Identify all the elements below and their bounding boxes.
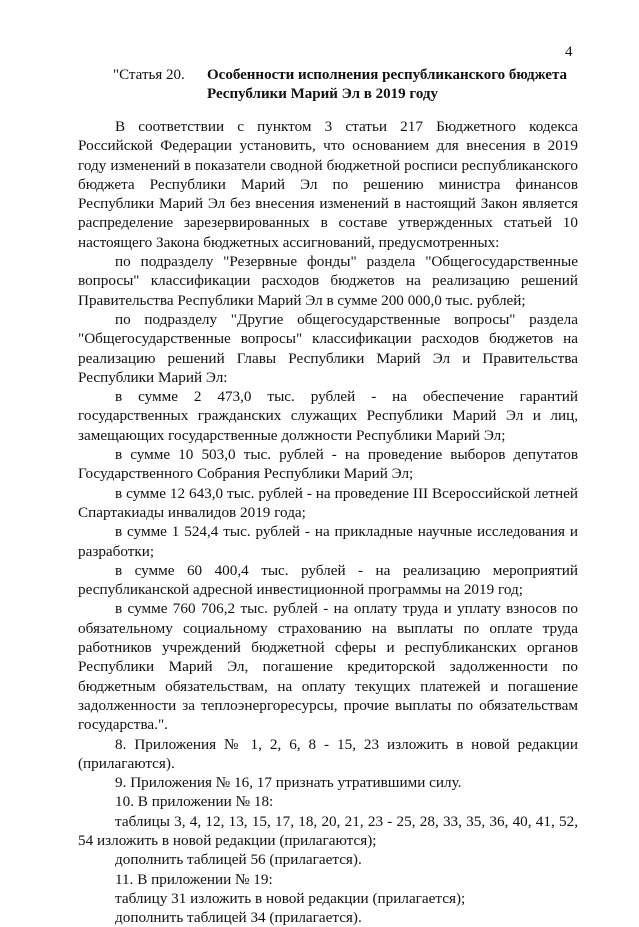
paragraph-item-10: 10. В приложении № 18:: [115, 793, 274, 811]
paragraph-intro: В соответствии с пунктом 3 статьи 217 Бюджетного кодекса Российской Федерации установить, что основанием для внесения в 2019 году изменений в показатели сводной бюджетной росписи республиканского бюджета Республики Марий Эл по решению министра финансов Республики Марий Эл без внесения изменений в настоящий Закон является распределение зарезервированных в составе утвержденных статьей 10 настоящего Закона бюджетных ассигнований, предусмотренных:: [78, 118, 578, 251]
paragraph-research: в сумме 1 524,4 тыс. рублей - на прикладные научные исследования и разработки;: [78, 523, 578, 560]
paragraph-elections: в сумме 10 503,0 тыс. рублей - на проведение выборов депутатов Государственного Собрания Республики Марий Эл;: [78, 446, 578, 483]
paragraph-item-8: 8. Приложения № 1, 2, 6, 8 - 15, 23 изложить в новой редакции (прилагаются).: [78, 735, 578, 772]
article-label: "Статья 20.: [113, 67, 185, 83]
paragraph-item-10-tables: таблицы 3, 4, 12, 13, 15, 17, 18, 20, 21, 23 - 25, 28, 33, 35, 36, 40, 41, 52, 54 изложить в новой редакции (прилагаются);: [78, 812, 578, 849]
paragraph-item-11: 11. В приложении № 19:: [115, 870, 273, 888]
paragraph-item-10-add: дополнить таблицей 56 (прилагается).: [115, 851, 362, 869]
paragraph-item-11-table: таблицу 31 изложить в новой редакции (прилагается);: [115, 889, 466, 907]
paragraph-item-11-add: дополнить таблицей 34 (прилагается).: [115, 909, 362, 927]
article-title: Особенности исполнения республиканского бюджета Республики Марий Эл в 2019 году: [207, 67, 567, 102]
page-number: 4: [565, 44, 573, 60]
paragraph-spartakiad: в сумме 12 643,0 тыс. рублей - на проведение III Всероссийской летней Спартакиады инвалидов 2019 года;: [78, 484, 578, 521]
paragraph-salaries: в сумме 760 706,2 тыс. рублей - на оплату труда и уплату взносов по обязательному социальному страхованию на выплаты по оплате труда работников учреждений бюджетной сферы и республиканских органов Республики Марий Эл, погашение кредиторской задолженности по бюджетным обязательствам, на оплату текущих платежей и погашение задолженности за теплоэнергоресурсы, прочие выплаты по обязательствам государства.".: [78, 600, 578, 734]
paragraph-other-questions: по подразделу "Другие общегосударственные вопросы" раздела "Общегосударственные вопросы" классификации расходов бюджетов на реализацию решений Главы Республики Марий Эл и Правительства Республики Марий Эл:: [78, 310, 578, 386]
paragraph-investment: в сумме 60 400,4 тыс. рублей - на реализацию мероприятий республиканской адресной инвестиционной программы на 2019 год;: [78, 561, 578, 599]
paragraph-guarantees: в сумме 2 473,0 тыс. рублей - на обеспечение гарантий государственных гражданских служащих Республики Марий Эл и лиц, замещающих государственные должности Республики Марий Эл;: [78, 388, 578, 444]
paragraph-reserve-funds: по подразделу "Резервные фонды" раздела "Общегосударственные вопросы" классификации расходов бюджетов на реализацию решений Правительства Республики Марий Эл в сумме 200 000,0 тыс. рублей;: [78, 253, 578, 309]
paragraph-item-9: 9. Приложения № 16, 17 признать утратившими силу.: [115, 774, 462, 792]
document-body: [78, 117, 578, 927]
